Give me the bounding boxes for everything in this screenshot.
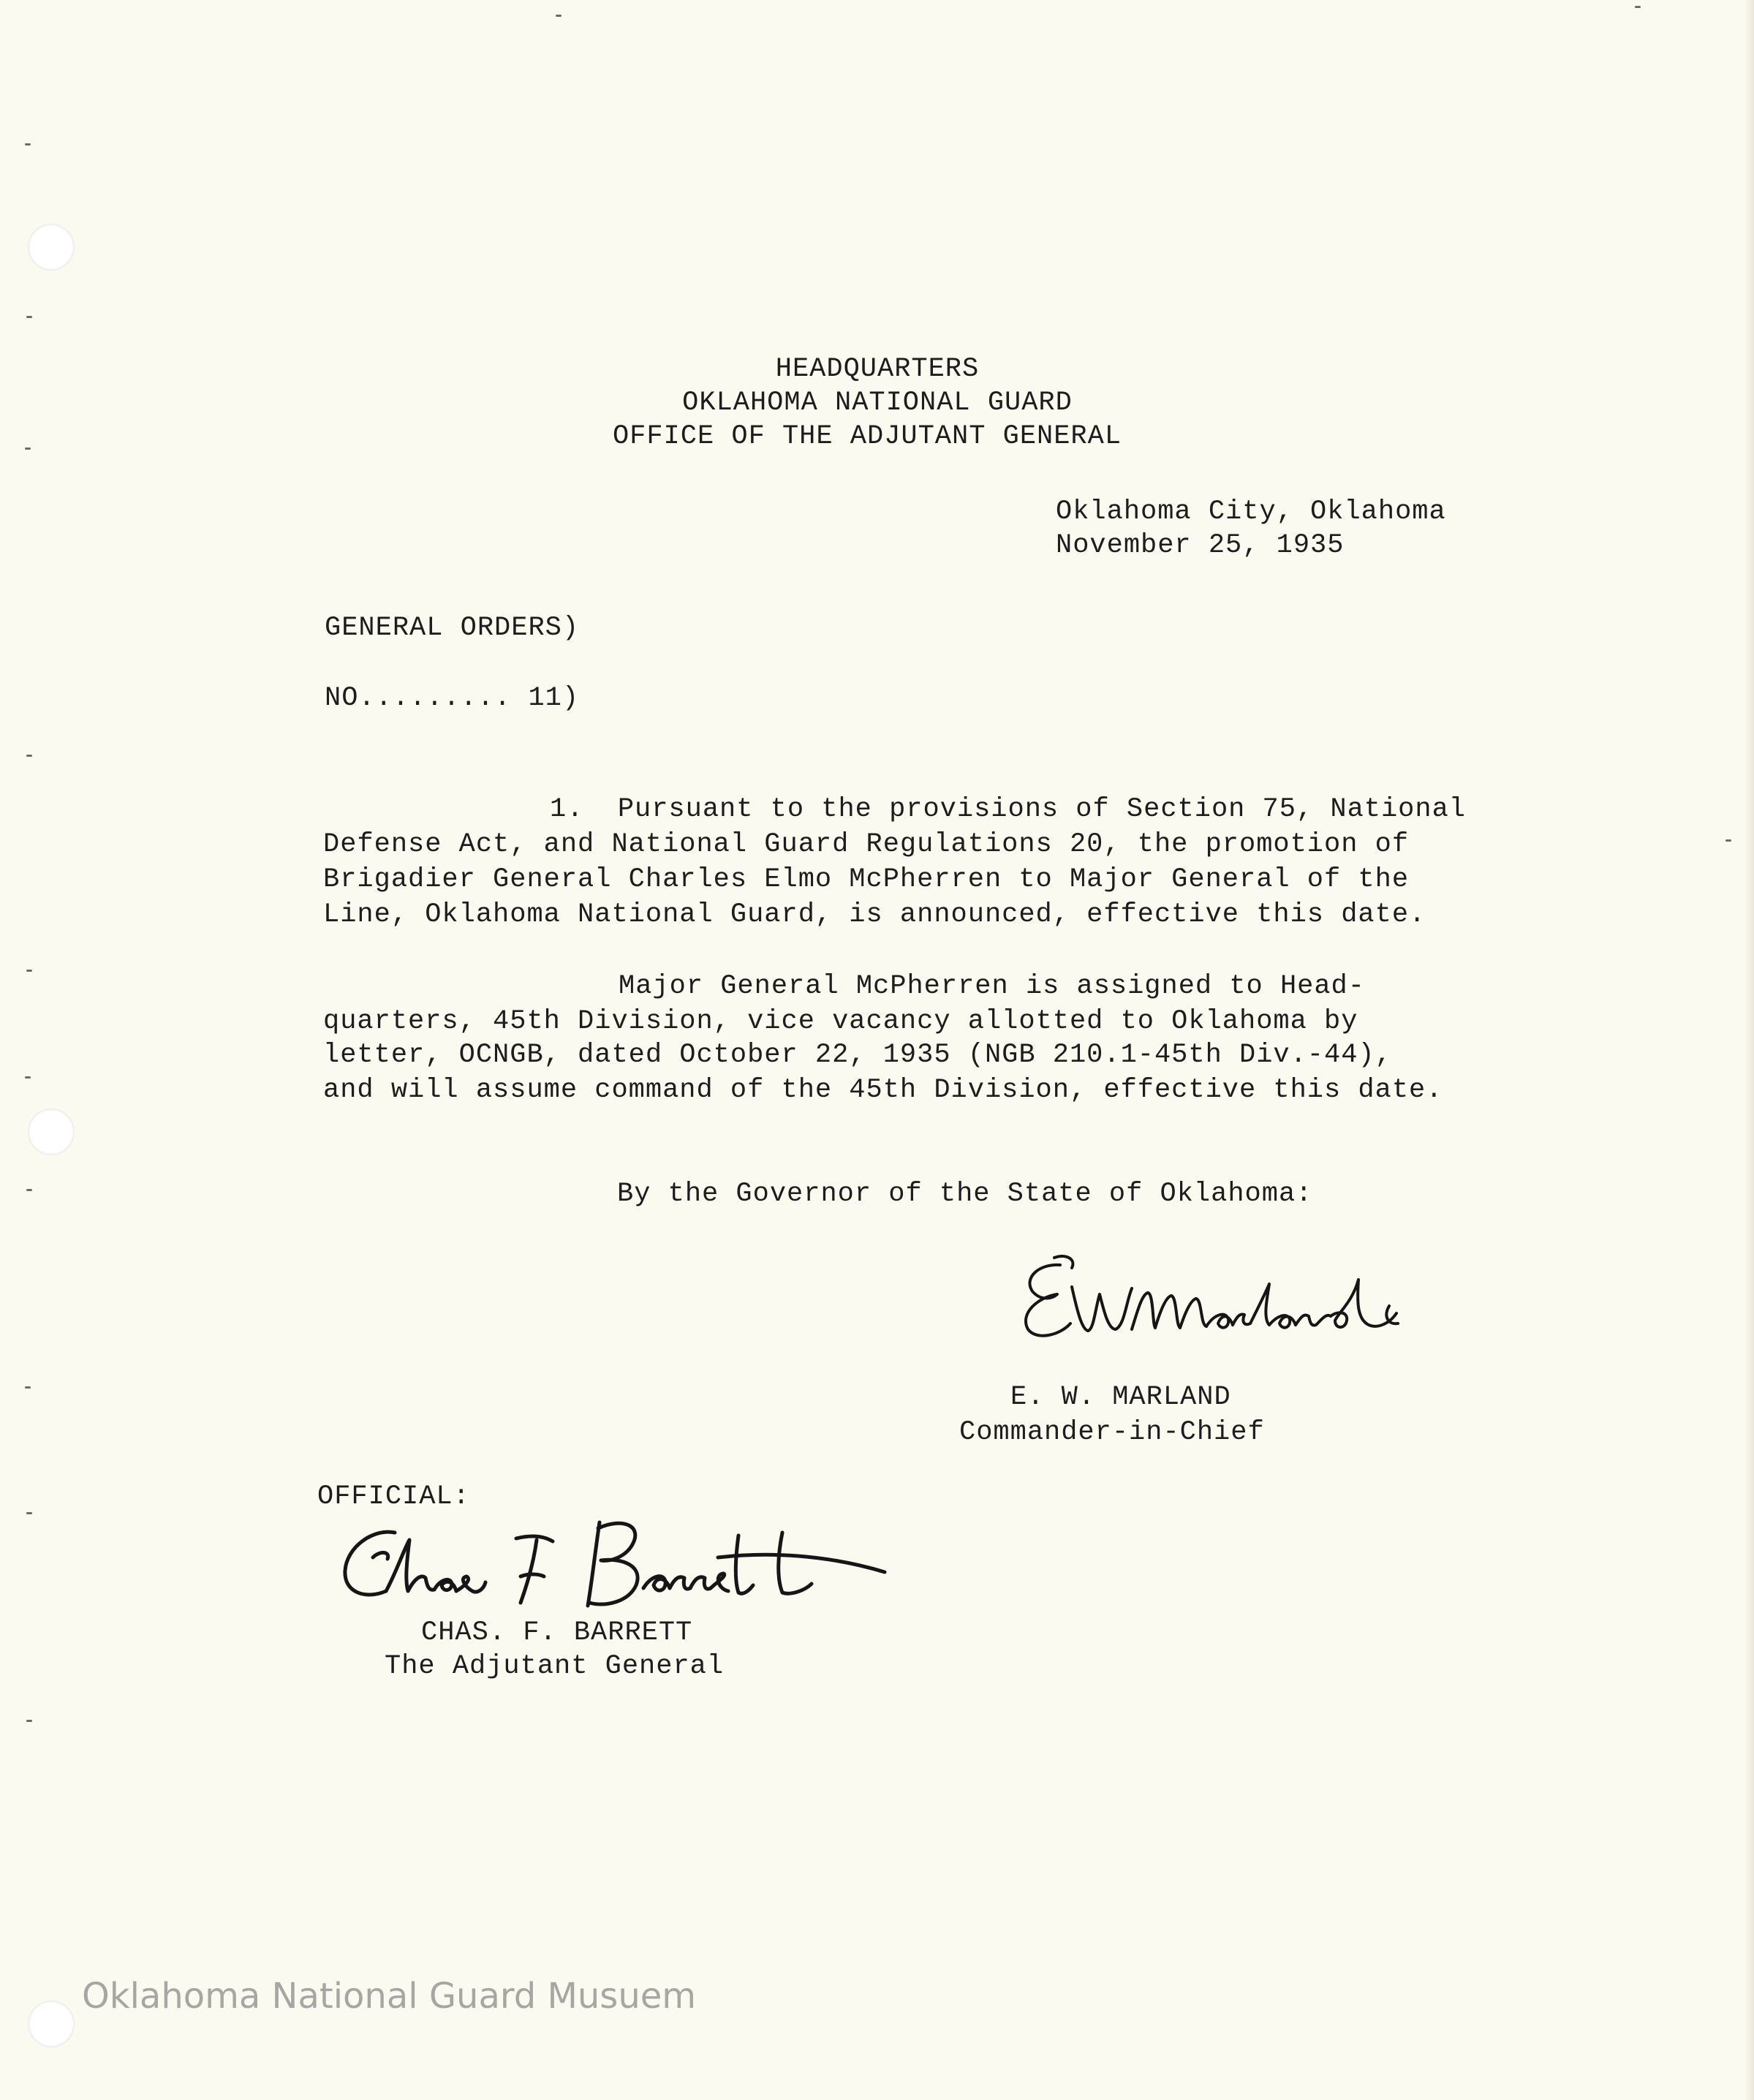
header-line-headquarters: HEADQUARTERS: [775, 354, 980, 385]
governor-title: Commander-in-Chief: [959, 1417, 1265, 1448]
header-line-oklahoma-national-guard: OKLAHOMA NATIONAL GUARD: [682, 388, 1073, 418]
margin-speck: [26, 316, 32, 318]
margin-speck: [26, 1720, 32, 1722]
paragraph-2-line-2: quarters, 45th Division, vice vacancy allotted to Oklahoma by: [323, 1006, 1358, 1037]
margin-speck: [556, 15, 562, 17]
punch-hole-bottom: [28, 2001, 75, 2047]
paragraph-1-line-1: 1. Pursuant to the provisions of Section 75, National: [550, 794, 1466, 825]
header-line-office-adjutant-general: OFFICE OF THE ADJUTANT GENERAL: [612, 421, 1122, 452]
paragraph-2-line-1: Major General McPherren is assigned to Head-: [619, 971, 1365, 1002]
paragraph-1-line-4: Line, Oklahoma National Guard, is announced, effective this date.: [323, 899, 1426, 930]
margin-speck: [26, 970, 32, 972]
margin-speck: [26, 755, 32, 757]
paragraph-1-line-2: Defense Act, and National Guard Regulations 20, the promotion of: [323, 829, 1410, 860]
museum-watermark: Oklahoma National Guard Musuem: [82, 1976, 697, 2017]
margin-speck: [1725, 839, 1731, 842]
official-label: OFFICIAL:: [317, 1481, 470, 1512]
margin-speck: [1635, 6, 1641, 8]
margin-speck: [26, 1512, 32, 1514]
governor-signature: [1009, 1243, 1418, 1353]
adjutant-general-name: CHAS. F. BARRETT: [421, 1617, 693, 1648]
paragraph-2-line-4: and will assume command of the 45th Division, effective this date.: [323, 1075, 1443, 1106]
adjutant-general-signature: [329, 1506, 929, 1616]
punch-hole-top: [28, 224, 75, 271]
margin-speck: [25, 143, 31, 146]
place-line: Oklahoma City, Oklahoma: [1056, 496, 1446, 527]
margin-speck: [25, 1076, 31, 1079]
page-edge-shadow: [1744, 0, 1754, 2100]
margin-speck: [25, 1386, 31, 1389]
date-line: November 25, 1935: [1056, 530, 1345, 561]
margin-speck: [25, 447, 31, 450]
general-orders-number: NO......... 11): [325, 683, 580, 714]
general-orders-label: GENERAL ORDERS): [325, 613, 580, 643]
punch-hole-middle: [28, 1108, 75, 1155]
governor-name: E. W. MARLAND: [1010, 1382, 1231, 1413]
paragraph-2-line-3: letter, OCNGB, dated October 22, 1935 (NGB 210.1-45th Div.-44),: [323, 1040, 1392, 1070]
by-governor-line: By the Governor of the State of Oklahoma:: [617, 1179, 1313, 1209]
adjutant-general-title: The Adjutant General: [385, 1651, 725, 1682]
margin-speck: [26, 1189, 32, 1191]
paragraph-1-line-3: Brigadier General Charles Elmo McPherren to Major General of the: [323, 864, 1410, 895]
